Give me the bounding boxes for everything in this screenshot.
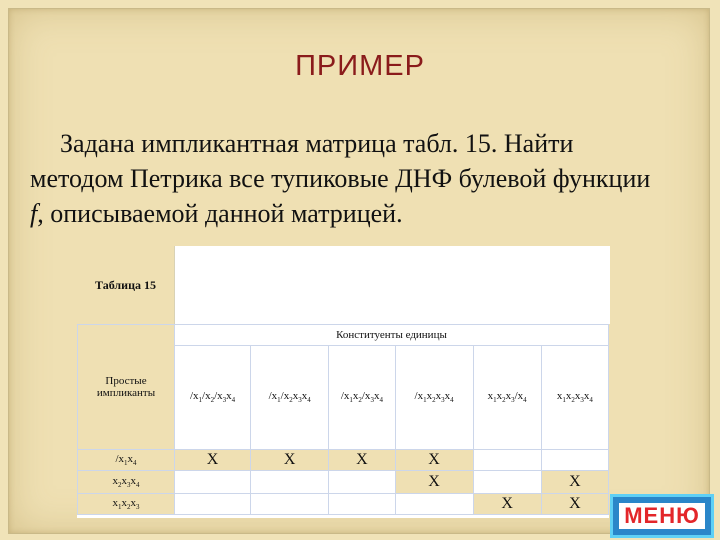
matrix-cell	[473, 450, 541, 471]
task-text-end: , описываемой данной матрицей.	[37, 199, 403, 228]
matrix-table	[77, 324, 609, 515]
matrix-cell	[395, 494, 473, 515]
column-header: $x_1x_2x_3/x_4$	[473, 346, 541, 450]
row-header-cell	[78, 325, 175, 450]
column-header: $x_1x_2x_3x_4$	[541, 346, 608, 450]
matrix-cell	[251, 471, 329, 494]
menu-button-label: МЕНЮ	[619, 503, 705, 529]
matrix-cell: X	[251, 450, 329, 471]
column-header: $/x_1/x_2x_3x_4$	[251, 346, 329, 450]
matrix-cell	[174, 471, 250, 494]
row-label: $x_2x_3x_4$	[78, 471, 175, 494]
matrix-cell	[329, 471, 395, 494]
matrix-cell	[174, 494, 250, 515]
row-label: $x_1x_2x_3$	[78, 494, 175, 515]
matrix-cell: X	[395, 450, 473, 471]
caption-spacer	[174, 246, 610, 324]
row-label: $/x_1x_4$	[78, 450, 175, 471]
matrix-cell	[251, 494, 329, 515]
menu-button[interactable]	[610, 494, 714, 538]
matrix-cell	[329, 494, 395, 515]
matrix-cell	[473, 471, 541, 494]
task-text-start: Задана импликантная матрица табл. 15. Найти методом Петрика все тупиковые ДНФ булевой функции	[30, 129, 651, 193]
row-header: Простые импликанты	[96, 375, 156, 399]
matrix-cell: X	[329, 450, 395, 471]
slide-title: ПРИМЕР	[295, 50, 425, 82]
table-caption: Таблица 15	[77, 246, 174, 326]
implicant-matrix	[77, 246, 609, 518]
column-header: $/x_1/x_2/x_3x_4$	[174, 346, 250, 450]
column-header: $/x_1x_2x_3x_4$	[395, 346, 473, 450]
matrix-cell: X	[395, 471, 473, 494]
matrix-cell: X	[541, 494, 608, 515]
matrix-cell	[541, 450, 608, 471]
column-header: $/x_1x_2/x_3x_4$	[329, 346, 395, 450]
matrix-cell: X	[541, 471, 608, 494]
function-name: f	[30, 199, 38, 228]
group-header: Конституенты единицы	[174, 325, 608, 346]
task-text	[30, 126, 670, 231]
matrix-cell: X	[174, 450, 250, 471]
matrix-cell: X	[473, 494, 541, 515]
